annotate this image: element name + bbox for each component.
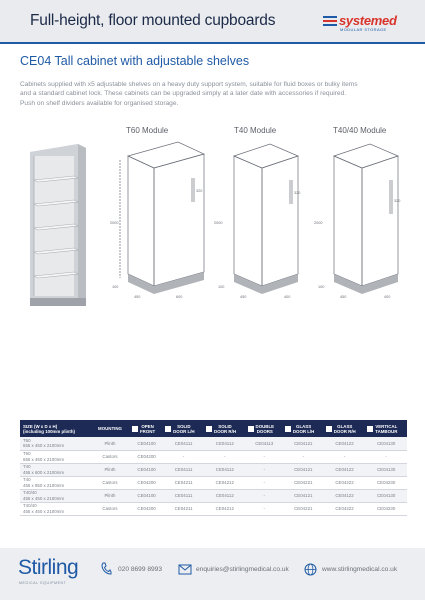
footer-web[interactable]: www.stirlingmedical.co.uk — [322, 566, 398, 573]
cell-glass-rh: CE04222 — [324, 502, 366, 515]
intro-line-1: Cabinets supplied with x5 adjustable shelves on a heavy duty support system, suitable for fluid boxes or bulky items — [20, 81, 358, 88]
cell-open: CE04200 — [130, 476, 163, 489]
cell-double: - — [246, 450, 283, 463]
cell-solid-rh: CE04112 — [204, 489, 246, 502]
header-double-l1: DOUBLE — [255, 423, 275, 429]
cell-dimensions: 655 x 450 x 2100mm — [23, 443, 65, 449]
cell-solid-lh: CE04211 — [163, 502, 204, 515]
cell-open: CE04200 — [130, 450, 163, 463]
header-solid-lh-l1: SOLID — [177, 423, 191, 429]
cell-vertical: CE04130 — [365, 463, 407, 476]
cell-module: T60 — [23, 437, 31, 443]
cell-glass-rh: CE04122 — [324, 437, 366, 450]
checkbox-icon — [165, 426, 171, 432]
cell-module: T40/40 — [23, 502, 37, 508]
checkbox-icon — [326, 426, 332, 432]
cell-solid-rh: CE04212 — [204, 476, 246, 489]
checkbox-icon — [248, 426, 254, 432]
t40-40-depth-dim: 450 — [340, 295, 347, 299]
t60-depth-dim: 450 — [134, 295, 141, 299]
cell-size — [20, 450, 90, 463]
cell-module: T60 — [23, 450, 31, 456]
t40-height-dim: 2000 — [214, 221, 223, 225]
logo-sub: MODULAR STORAGE — [340, 27, 387, 32]
header-glass-lh-l2: DOOR L/H — [292, 428, 315, 434]
cell-dimensions: 455 x 450 x 2100mm — [23, 508, 65, 514]
t40-drawing — [212, 138, 312, 308]
checkbox-icon — [132, 426, 138, 432]
cell-vertical: CE04230 — [365, 502, 407, 515]
t40-40-handle-dim: 320 — [394, 199, 401, 203]
cell-mounting: Plinth — [90, 437, 130, 450]
page-title: Full-height, floor mounted cupboards — [30, 12, 276, 29]
header-double-l2: DOORS — [256, 428, 273, 434]
header-open-l1: OPEN — [141, 423, 154, 429]
cell-vertical: - — [365, 450, 407, 463]
cell-open: CE04100 — [130, 489, 163, 502]
cell-glass-lh: CE04121 — [283, 437, 324, 450]
header-size-line2: (including 100mm plinth) — [23, 428, 75, 434]
header-solid-rh-l2: DOOR R/H — [214, 428, 236, 434]
cell-double: - — [246, 502, 283, 515]
cell-solid-rh: - — [204, 450, 246, 463]
footer-phone[interactable]: 020 8699 8993 — [118, 566, 163, 573]
header-glass-rh — [324, 420, 366, 437]
page-header — [0, 0, 425, 44]
t60-height-dim: 2000 — [110, 221, 119, 225]
cell-mounting: Castors — [90, 476, 130, 489]
cell-dimensions: 455 x 450 x 2100mm — [23, 495, 65, 501]
cell-solid-lh: - — [163, 450, 204, 463]
cell-glass-lh: CE04221 — [283, 502, 324, 515]
intro-line-3: Push on shelf dividers available for organised storage. — [20, 99, 179, 107]
stirling-logo: Stirling — [18, 556, 79, 579]
cell-double: CE04113 — [246, 437, 283, 450]
header-open-l2: FRONT — [140, 428, 156, 434]
intro-line-2: and a standard cabinet lock. These cabinets can be upgraded simply at a later date with accessories if required. — [20, 90, 347, 98]
table-row — [20, 437, 407, 450]
table-row — [20, 476, 407, 489]
cell-solid-lh: CE04111 — [163, 437, 204, 450]
page-footer — [0, 548, 425, 600]
cell-solid-lh: CE04111 — [163, 489, 204, 502]
cell-double: - — [246, 476, 283, 489]
module-label-t40-40: T40/40 Module — [333, 126, 387, 135]
cell-dimensions: 455 x 600 x 2100mm — [23, 469, 65, 475]
table-row — [20, 489, 407, 502]
cell-dimensions: 455 x 850 x 2100mm — [23, 482, 65, 488]
header-size-line1: SIZE (W x D x H) — [23, 423, 58, 429]
t40-base-dim: 100 — [218, 285, 225, 289]
cell-size — [20, 502, 90, 515]
cell-double: - — [246, 489, 283, 502]
t40-handle-dim: 320 — [294, 191, 301, 195]
cell-module: T40 — [23, 476, 31, 482]
product-table — [20, 420, 407, 516]
email-icon — [178, 564, 192, 576]
phone-icon — [100, 562, 112, 576]
cell-glass-rh: CE04222 — [324, 476, 366, 489]
header-double — [246, 420, 283, 437]
cell-glass-rh: CE04122 — [324, 489, 366, 502]
logo-stripes-icon — [323, 16, 337, 28]
cell-glass-lh: CE04221 — [283, 476, 324, 489]
cell-mounting: Plinth — [90, 463, 130, 476]
globe-icon — [304, 563, 317, 576]
header-glass-rh-l1: GLASS — [337, 423, 353, 429]
t40-width-dim: 400 — [284, 295, 291, 299]
t60-handle-dim: 320 — [196, 189, 203, 193]
cell-glass-rh: - — [324, 450, 366, 463]
cell-size — [20, 463, 90, 476]
cell-module: T40/40 — [23, 489, 37, 495]
header-vertical-l2: TAMBOUR — [375, 428, 398, 434]
cell-glass-lh: CE04121 — [283, 463, 324, 476]
cell-module: T40 — [23, 463, 31, 469]
stirling-logo-sub: MEDICAL EQUIPMENT — [19, 581, 67, 585]
cell-open: CE04200 — [130, 502, 163, 515]
checkbox-icon — [206, 426, 212, 432]
cell-open: CE04100 — [130, 463, 163, 476]
cell-vertical: CE04230 — [365, 476, 407, 489]
header-mounting: MOUNTING — [90, 420, 130, 437]
t60-drawing — [108, 138, 212, 308]
section-intro — [20, 80, 410, 108]
cell-size — [20, 437, 90, 450]
cell-open: CE04100 — [130, 437, 163, 450]
t60-base-dim: 100 — [112, 285, 119, 289]
systemed-logo — [323, 13, 395, 35]
checkbox-icon — [285, 426, 291, 432]
cell-glass-rh: CE04122 — [324, 463, 366, 476]
cell-mounting: Plinth — [90, 489, 130, 502]
cell-vertical: CE04130 — [365, 437, 407, 450]
t40-depth-dim: 450 — [240, 295, 247, 299]
t40-40-base-dim: 100 — [318, 285, 325, 289]
header-vertical — [365, 420, 407, 437]
cell-double: - — [246, 463, 283, 476]
logo-word: systemed — [339, 13, 397, 28]
cell-solid-rh: CE04112 — [204, 463, 246, 476]
module-label-t40: T40 Module — [234, 126, 277, 135]
t40-40-width-dim: 400 — [384, 295, 391, 299]
header-glass-lh — [283, 420, 324, 437]
header-solid-lh-l2: DOOR L/H — [173, 428, 195, 434]
cell-glass-lh: CE04121 — [283, 489, 324, 502]
table-row — [20, 450, 407, 463]
t40-40-drawing — [312, 138, 412, 308]
cabinet-photo — [24, 140, 90, 310]
t60-width-dim: 600 — [176, 295, 183, 299]
header-solid-rh-l1: SOLID — [218, 423, 232, 429]
cell-solid-rh: CE04112 — [204, 437, 246, 450]
cell-vertical: CE04130 — [365, 489, 407, 502]
header-solid-lh — [163, 420, 204, 437]
cell-glass-lh: - — [283, 450, 324, 463]
header-vertical-l1: VERTICAL — [375, 423, 398, 429]
cell-solid-lh: CE04111 — [163, 463, 204, 476]
cell-size — [20, 476, 90, 489]
header-glass-rh-l2: DOOR R/H — [333, 428, 356, 434]
table-row — [20, 463, 407, 476]
cell-dimensions: 655 x 450 x 2100mm — [23, 456, 65, 462]
header-solid-rh — [204, 420, 246, 437]
header-glass-lh-l1: GLASS — [296, 423, 312, 429]
header-size — [20, 420, 90, 437]
cell-size — [20, 489, 90, 502]
cell-mounting: Castors — [90, 502, 130, 515]
header-open — [130, 420, 163, 437]
cell-solid-lh: CE04211 — [163, 476, 204, 489]
module-label-t60: T60 Module — [126, 126, 169, 135]
footer-email[interactable]: enquiries@stirlingmedical.co.uk — [196, 566, 289, 573]
cell-mounting: Castors — [90, 450, 130, 463]
t40-40-height-dim: 2000 — [314, 221, 323, 225]
checkbox-icon — [367, 426, 373, 432]
table-row — [20, 502, 407, 515]
cell-solid-rh: CE04212 — [204, 502, 246, 515]
section-title: CE04 Tall cabinet with adjustable shelves — [20, 54, 250, 68]
table-header-row — [20, 420, 407, 437]
